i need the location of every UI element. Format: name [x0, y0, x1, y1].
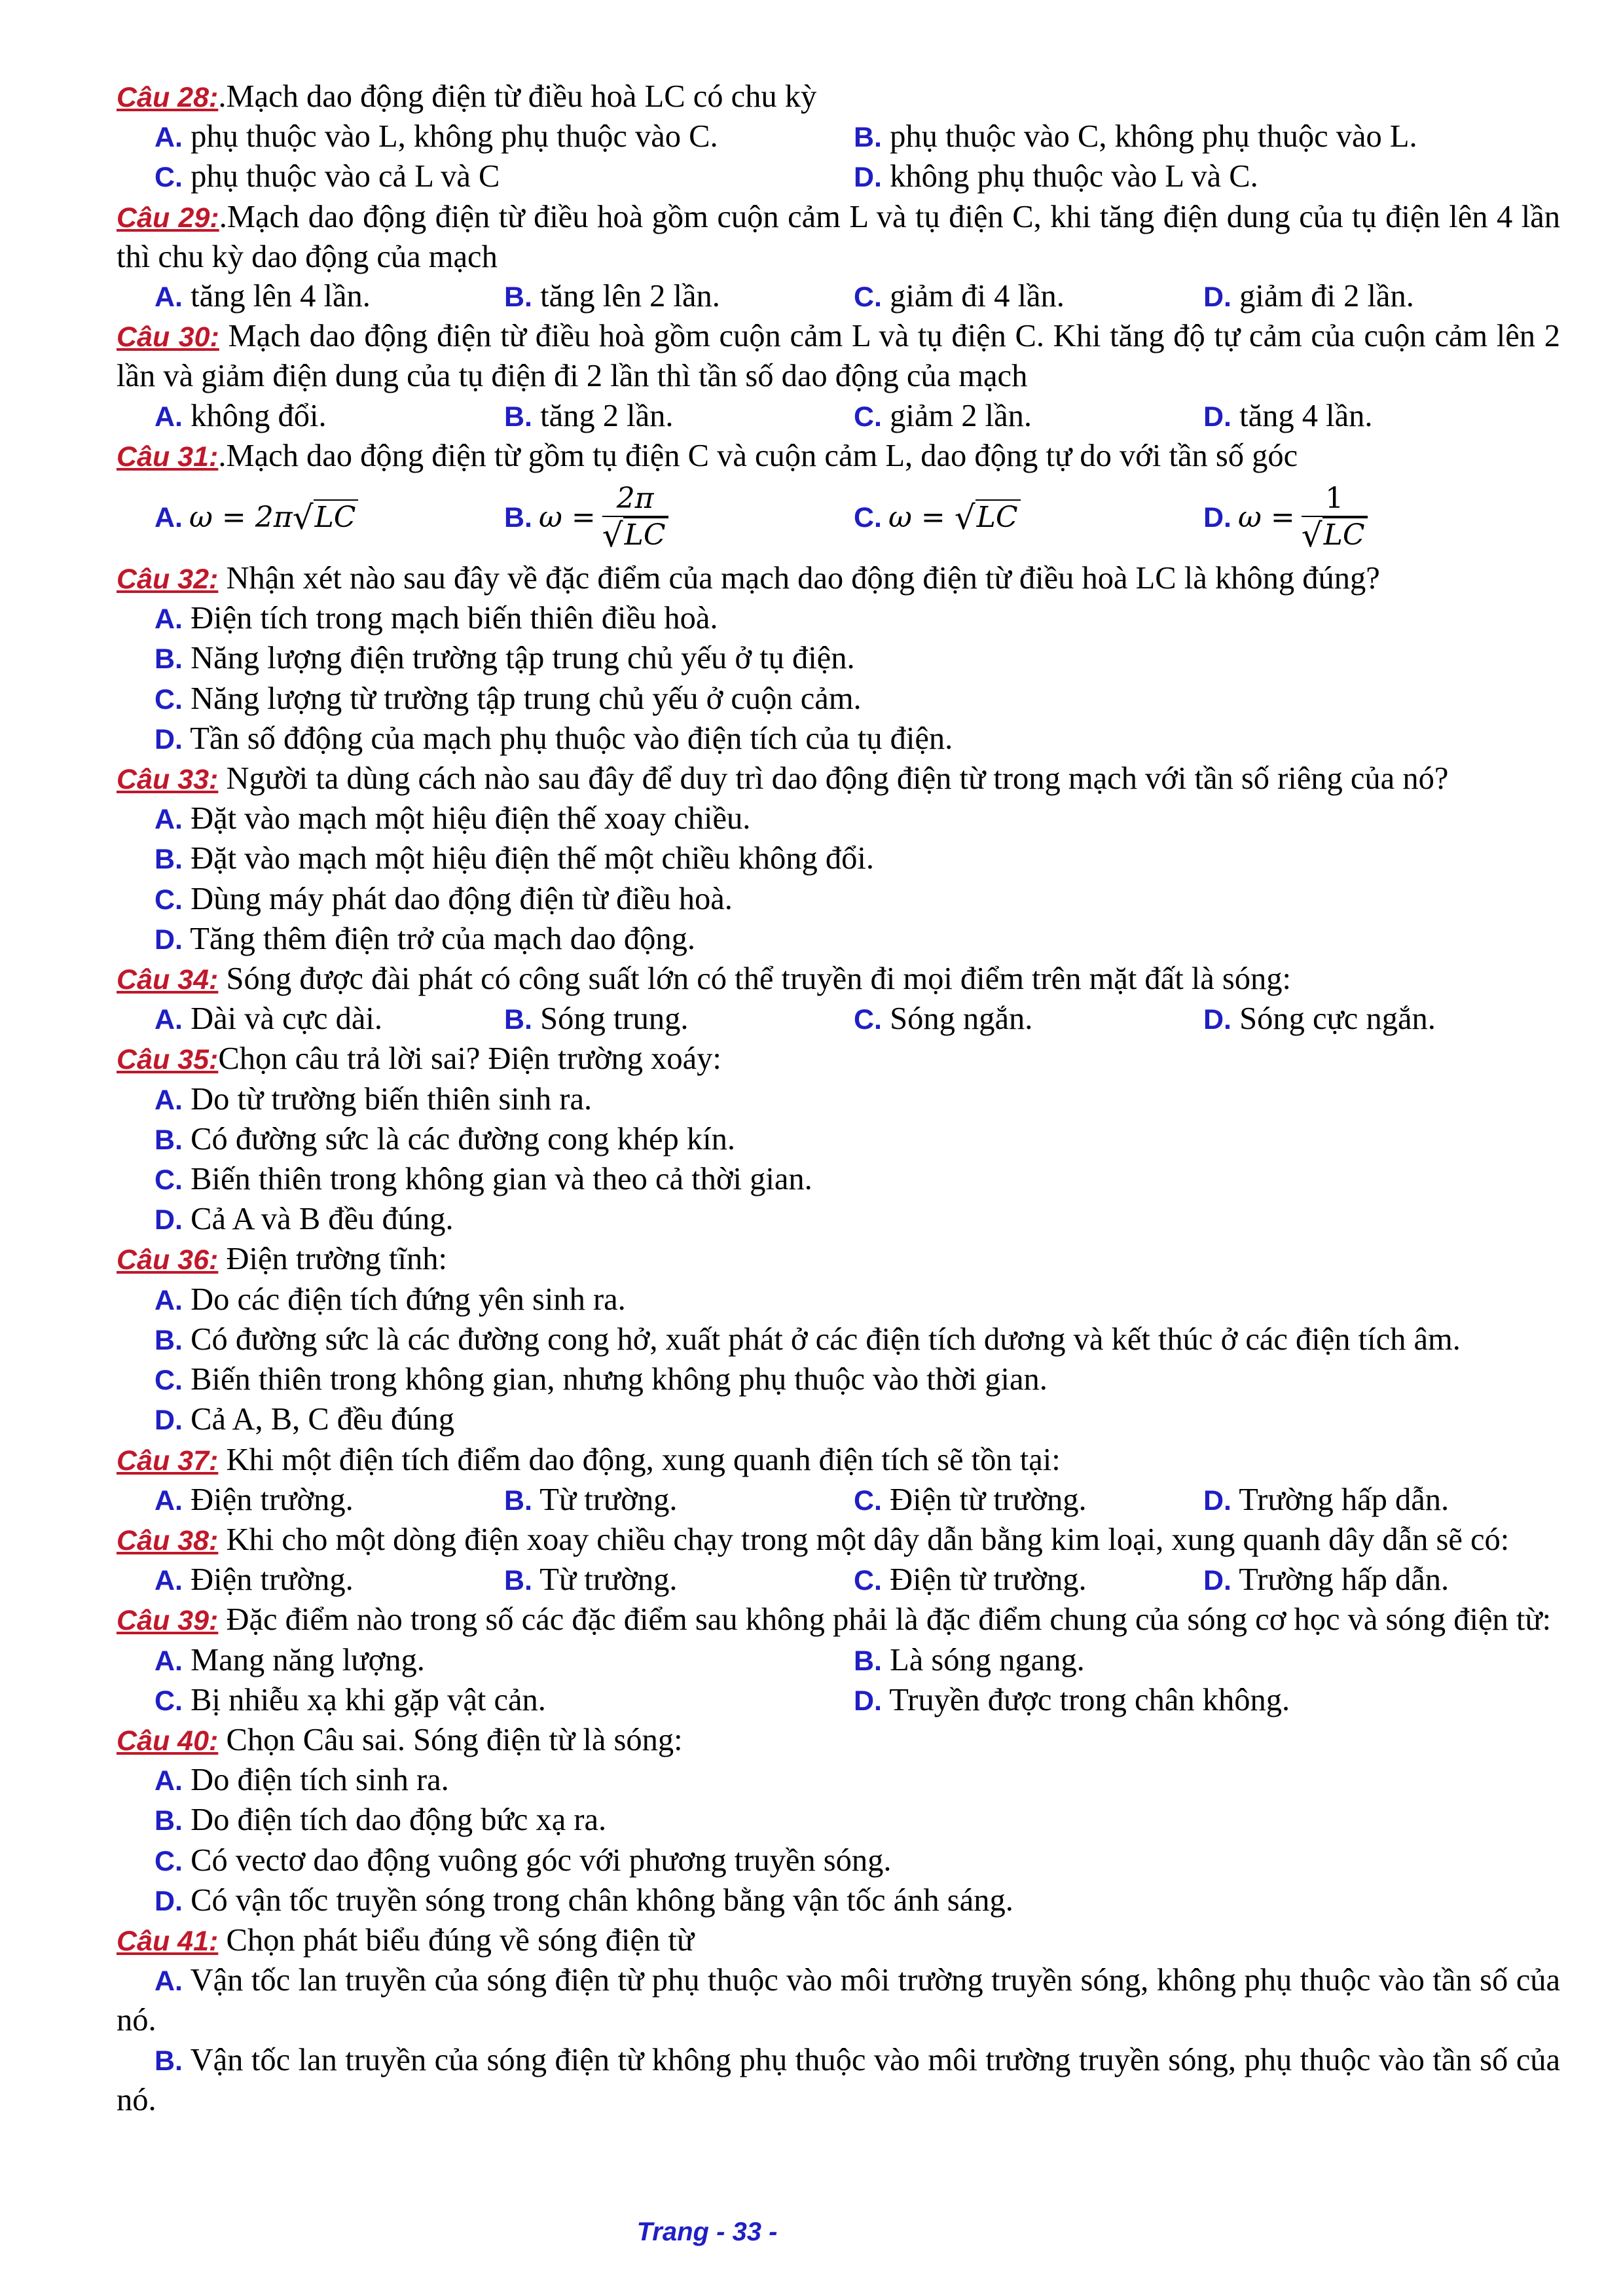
option-b: [117, 639, 1560, 679]
question-text: Nhận xét nào sau đây về đặc điểm của mạch dao động điện từ điều hoà LC là không đúng?: [218, 561, 1380, 596]
option-d: [854, 1681, 1290, 1721]
option-text: Có vectơ dao động vuông góc với phương truyền sóng.: [191, 1842, 892, 1878]
question-text: Chọn Câu sai. Sóng điện từ là sóng:: [218, 1722, 683, 1757]
radical-sign: √: [1301, 516, 1322, 555]
options-row: [117, 1560, 1560, 1600]
option-c: [854, 397, 1203, 437]
omega-symbol: ω: [189, 500, 213, 534]
sqrt-lc: [293, 499, 359, 536]
option-text: Năng lượng điện trường tập trung chủ yếu ở tụ điện.: [191, 641, 855, 676]
equals-sign: =: [921, 500, 945, 534]
option-label: C.: [155, 1365, 183, 1397]
option-a: [155, 397, 504, 437]
page-number: Trang - 33 -: [636, 2217, 778, 2246]
question-32: [117, 559, 1560, 599]
question-label: Câu 34:: [117, 964, 219, 996]
option-c: [117, 679, 1560, 719]
option-c: [117, 1360, 1560, 1400]
question-label: Câu 36:: [117, 1244, 219, 1276]
option-label: A.: [155, 1484, 183, 1516]
option-a: [117, 1280, 1560, 1320]
option-label: A.: [155, 603, 183, 636]
option-label: C.: [854, 1484, 882, 1516]
option-c: [117, 1841, 1560, 1881]
question-37: [117, 1441, 1560, 1480]
question-label: Câu 32:: [117, 564, 219, 596]
option-text: Từ trường.: [539, 1482, 678, 1517]
option-a: [155, 277, 504, 317]
option-label: A.: [155, 122, 183, 154]
option-b: [854, 117, 1417, 157]
option-text: không phụ thuộc vào L và C.: [890, 159, 1258, 194]
option-a: [155, 999, 504, 1039]
options-row: [117, 476, 1560, 559]
formula: [539, 482, 668, 554]
option-text: Vận tốc lan truyền của sóng điện từ không phụ thuộc vào môi trường truyền sóng, phụ thuộc vào tần số của nó.: [117, 2042, 1560, 2117]
option-a: [117, 1080, 1560, 1120]
option-text: Dùng máy phát dao động điện từ điều hoà.: [191, 881, 733, 916]
option-text: Tăng thêm điện trở của mạch dao động.: [190, 921, 696, 956]
question-text: .Mạch dao động điện từ điều hoà gồm cuộn cảm L và tụ điện C, khi tăng điện dung của tụ điện lên 4 lần thì chu kỳ dao động của mạch: [117, 199, 1560, 274]
option-label: B.: [504, 501, 532, 533]
option-text: tăng 2 lần.: [540, 398, 674, 433]
question-40: [117, 1721, 1560, 1761]
option-label: A.: [155, 1004, 183, 1036]
question-41: [117, 1921, 1560, 1961]
question-list: [117, 77, 1560, 2120]
option-a: [155, 498, 504, 537]
option-label: D.: [1203, 281, 1231, 314]
question-text: Đặc điểm nào trong số các đặc điểm sau không phải là đặc điểm chung của sóng cơ học và sóng điện từ:: [218, 1602, 1552, 1638]
question-38: [117, 1520, 1560, 1560]
question-33: [117, 759, 1560, 799]
option-b: [504, 482, 854, 554]
question-30: [117, 317, 1560, 396]
option-label: D.: [1203, 401, 1231, 433]
option-d: [1203, 482, 1368, 554]
option-c: [155, 1681, 854, 1721]
options-row: [117, 157, 1560, 197]
option-label: A.: [155, 1645, 183, 1677]
option-label: C.: [155, 884, 183, 916]
option-text: Điện từ trường.: [890, 1482, 1087, 1517]
option-d: [117, 1400, 1560, 1440]
option-d: [1203, 397, 1373, 437]
option-label: B.: [504, 1565, 532, 1597]
question-label: Câu 41:: [117, 1925, 219, 1957]
option-label: D.: [1203, 1565, 1231, 1597]
option-text: giảm đi 4 lần.: [890, 279, 1065, 314]
option-a: [155, 1480, 504, 1520]
omega-symbol: ω: [888, 500, 912, 534]
option-label: B.: [155, 1324, 183, 1356]
question-label: Câu 30:: [117, 321, 219, 353]
option-label: A.: [155, 1965, 183, 1998]
option-b: [504, 1480, 854, 1520]
option-label: C.: [854, 281, 882, 314]
option-text: Năng lượng từ trường tập trung chủ yếu ở cuộn cảm.: [191, 681, 862, 716]
options-row: [117, 1681, 1560, 1721]
option-c: [854, 1560, 1203, 1600]
option-text: Cả A, B, C đều đúng: [191, 1402, 454, 1437]
option-label: A.: [155, 804, 183, 836]
option-d: [117, 920, 1560, 960]
options-row: [117, 277, 1560, 317]
option-b: [504, 277, 854, 317]
question-39: [117, 1600, 1560, 1640]
two-pi: 2π: [255, 500, 293, 534]
option-text: Điện tích trong mạch biến thiên điều hoà.: [191, 601, 718, 636]
option-text: Biến thiên trong không gian và theo cả thời gian.: [191, 1162, 812, 1197]
option-c: [854, 498, 1203, 537]
radical-sign: √: [954, 499, 976, 537]
option-label: D.: [1203, 1004, 1231, 1036]
option-a: [117, 1961, 1560, 2040]
option-text: Bị nhiễu xạ khi gặp vật cản.: [191, 1682, 546, 1717]
option-d: [1203, 999, 1436, 1039]
option-text: tăng 4 lần.: [1239, 398, 1373, 433]
option-label: D.: [155, 1204, 183, 1236]
options-row: [117, 1641, 1560, 1681]
option-d: [117, 719, 1560, 759]
option-a: [155, 117, 854, 157]
option-text: Sóng trung.: [540, 1001, 689, 1037]
option-b: [117, 2041, 1560, 2120]
option-d: [117, 1881, 1560, 1921]
option-text: Do điện tích dao động bức xạ ra.: [191, 1803, 607, 1838]
option-a: [117, 599, 1560, 639]
option-label: B.: [155, 844, 183, 876]
option-text: Có vận tốc truyền sóng trong chân không bằng vận tốc ánh sáng.: [191, 1882, 1013, 1918]
option-text: Trường hấp dẫn.: [1239, 1562, 1450, 1598]
option-label: A.: [155, 1765, 183, 1797]
option-text: phụ thuộc vào L, không phụ thuộc vào C.: [191, 119, 718, 154]
option-label: D.: [854, 162, 882, 194]
option-label: B.: [504, 1484, 532, 1516]
option-text: Điện từ trường.: [890, 1562, 1087, 1598]
question-label: Câu 29:: [117, 202, 219, 234]
formula: [189, 498, 358, 537]
options-row: [117, 397, 1560, 437]
option-label: B.: [155, 643, 183, 675]
option-label: C.: [854, 401, 882, 433]
sqrt-lc: [955, 499, 1021, 536]
option-label: B.: [854, 122, 882, 154]
option-c: [854, 1480, 1203, 1520]
equals-sign: =: [1270, 500, 1295, 534]
option-label: C.: [155, 683, 183, 715]
option-text: Trường hấp dẫn.: [1239, 1482, 1450, 1517]
formula: [888, 498, 1021, 537]
option-label: B.: [504, 401, 532, 433]
option-label: D.: [155, 1885, 183, 1917]
question-34: [117, 960, 1560, 999]
option-text: tăng lên 4 lần.: [191, 279, 371, 314]
option-text: Từ trường.: [539, 1562, 678, 1598]
question-text: Chọn phát biểu đúng về sóng điện từ: [218, 1922, 695, 1958]
numerator: 1: [1325, 482, 1344, 516]
option-text: Dài và cực dài.: [191, 1001, 383, 1037]
option-text: Mang năng lượng.: [191, 1642, 425, 1677]
question-29: [117, 198, 1560, 277]
question-text: Mạch dao động điện từ điều hoà gồm cuộn cảm L và tụ điện C. Khi tăng độ tự cảm của cuộn cảm lên 2 lần và giảm điện dung của tụ điện đi 2 lần thì tần số dao động của mạch: [117, 319, 1560, 394]
option-b: [117, 1801, 1560, 1840]
option-label: D.: [155, 723, 183, 755]
option-b: [117, 839, 1560, 879]
option-c: [117, 880, 1560, 920]
option-c: [854, 999, 1203, 1039]
option-a: [155, 1560, 504, 1600]
option-label: D.: [1203, 1484, 1231, 1516]
question-text: Điện trường tĩnh:: [218, 1242, 447, 1277]
fraction: [602, 482, 668, 554]
option-text: giảm đi 2 lần.: [1239, 279, 1414, 314]
question-label: Câu 38:: [117, 1524, 219, 1556]
option-label: D.: [1203, 501, 1231, 533]
option-label: C.: [155, 1685, 183, 1717]
option-text: Biến thiên trong không gian, nhưng không phụ thuộc vào thời gian.: [191, 1362, 1048, 1397]
option-text: Là sóng ngang.: [890, 1642, 1085, 1677]
option-text: Vận tốc lan truyền của sóng điện từ phụ thuộc vào môi trường truyền sóng, không phụ thuộc vào tần số của nó.: [117, 1963, 1560, 2038]
option-label: C.: [854, 1004, 882, 1036]
option-label: C.: [854, 501, 882, 533]
option-label: B.: [854, 1645, 882, 1677]
question-label: Câu 39:: [117, 1605, 219, 1637]
option-label: B.: [155, 1124, 183, 1156]
option-text: giảm 2 lần.: [890, 398, 1032, 433]
omega-symbol: ω: [539, 500, 562, 534]
radicand: LC: [623, 517, 668, 554]
question-text: Người ta dùng cách nào sau đây để duy trì dao động điện từ trong mạch với tần số riêng của nó?: [218, 761, 1449, 797]
option-label: D.: [155, 924, 183, 956]
option-a: [155, 1641, 854, 1681]
omega-symbol: ω: [1238, 500, 1262, 534]
question-31: [117, 437, 1560, 476]
option-b: [117, 1120, 1560, 1160]
option-c: [117, 1160, 1560, 1200]
question-text: Khi cho một dòng điện xoay chiều chạy trong một dây dẫn bằng kim loại, xung quanh dây dẫn sẽ có:: [218, 1522, 1510, 1557]
option-label: C.: [155, 1845, 183, 1877]
option-text: Điện trường.: [191, 1482, 354, 1517]
option-text: Điện trường.: [191, 1562, 354, 1598]
option-b: [504, 397, 854, 437]
option-text: Truyền được trong chân không.: [889, 1682, 1290, 1717]
option-label: A.: [155, 281, 183, 314]
question-label: Câu 37:: [117, 1444, 219, 1477]
option-c: [854, 277, 1203, 317]
option-label: A.: [155, 401, 183, 433]
option-label: A.: [155, 1084, 183, 1116]
option-label: B.: [504, 1004, 532, 1036]
sqrt-lc: [1302, 517, 1368, 554]
radicand: LC: [1322, 517, 1368, 554]
option-label: D.: [155, 1405, 183, 1437]
option-d: [854, 157, 1258, 197]
numerator: 2π: [616, 482, 654, 516]
question-label: Câu 35:: [117, 1044, 219, 1076]
option-label: A.: [155, 501, 183, 533]
option-label: B.: [155, 2045, 183, 2077]
option-text: Đặt vào mạch một hiệu điện thế một chiều không đổi.: [191, 841, 874, 876]
option-text: tăng lên 2 lần.: [540, 279, 720, 314]
question-28: [117, 77, 1560, 117]
question-label: Câu 28:: [117, 82, 219, 113]
option-label: A.: [155, 1284, 183, 1316]
option-c: [155, 157, 854, 197]
radical-sign: √: [602, 516, 623, 555]
option-text: Tần số đđộng của mạch phụ thuộc vào điện tích của tụ điện.: [190, 721, 953, 756]
option-label: B.: [155, 1805, 183, 1837]
option-a: [117, 799, 1560, 839]
question-label: Câu 33:: [117, 764, 219, 796]
option-text: Cả A và B đều đúng.: [191, 1202, 454, 1237]
question-label: Câu 40:: [117, 1725, 219, 1757]
option-b: [117, 1320, 1560, 1360]
question-text: Chọn câu trả lời sai? Điện trường xoáy:: [218, 1041, 721, 1077]
equals-sign: =: [221, 500, 246, 534]
option-label: B.: [504, 281, 532, 314]
options-row: [117, 1480, 1560, 1520]
option-text: không đổi.: [191, 398, 327, 433]
option-text: phụ thuộc vào C, không phụ thuộc vào L.: [890, 119, 1417, 154]
option-text: Do điện tích sinh ra.: [191, 1763, 449, 1798]
option-b: [854, 1641, 1085, 1681]
option-b: [504, 1560, 854, 1600]
question-text: .Mạch dao động điện từ điều hoà LC có chu kỳ: [218, 79, 817, 114]
question-text: Khi một điện tích điểm dao động, xung quanh điện tích sẽ tồn tại:: [218, 1442, 1061, 1477]
option-label: D.: [854, 1685, 882, 1717]
options-row: [117, 999, 1560, 1039]
option-d: [1203, 1480, 1449, 1520]
option-d: [1203, 277, 1414, 317]
question-36: [117, 1240, 1560, 1280]
fraction: [1302, 482, 1368, 554]
question-label: Câu 31:: [117, 440, 219, 473]
option-b: [504, 999, 854, 1039]
option-text: Sóng ngắn.: [890, 1001, 1033, 1037]
option-text: Do từ trường biến thiên sinh ra.: [191, 1081, 593, 1117]
option-label: C.: [155, 1164, 183, 1196]
option-text: Do các điện tích đứng yên sinh ra.: [191, 1282, 626, 1317]
option-text: Có đường sức là các đường cong hở, xuất phát ở các điện tích dương và kết thúc ở các điện tích âm.: [191, 1321, 1461, 1357]
sqrt-lc: [602, 517, 668, 554]
option-text: Đặt vào mạch một hiệu điện thế xoay chiều.: [191, 801, 751, 836]
option-text: Có đường sức là các đường cong khép kín.: [191, 1121, 736, 1157]
option-text: phụ thuộc vào cả L và C: [191, 159, 500, 194]
option-label: C.: [155, 162, 183, 194]
option-label: A.: [155, 1565, 183, 1597]
formula: [1238, 482, 1368, 554]
option-label: C.: [854, 1565, 882, 1597]
equals-sign: =: [571, 500, 596, 534]
question-35: [117, 1039, 1560, 1079]
options-row: [117, 117, 1560, 157]
radicand: LC: [976, 499, 1021, 536]
question-text: Sóng được đài phát có công suất lớn có thể truyền đi mọi điểm trên mặt đất là sóng:: [218, 961, 1292, 997]
radicand: LC: [314, 499, 359, 536]
question-text: .Mạch dao động điện từ gồm tụ điện C và cuộn cảm L, dao động tự do với tần số góc: [218, 438, 1298, 473]
option-text: Sóng cực ngắn.: [1239, 1001, 1436, 1037]
option-a: [117, 1761, 1560, 1801]
radical-sign: √: [292, 499, 314, 537]
option-d: [117, 1200, 1560, 1240]
option-d: [1203, 1560, 1449, 1600]
